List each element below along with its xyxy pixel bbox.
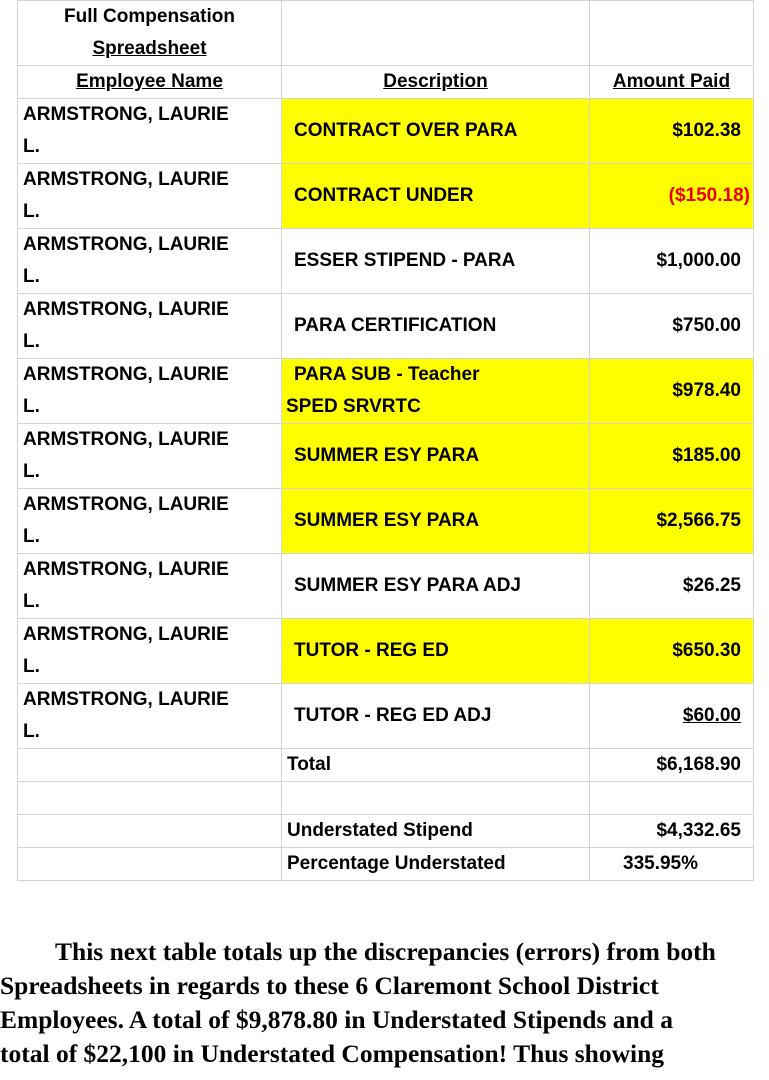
amount-cell: $650.30: [590, 619, 754, 684]
employee-name-line-2: L.: [23, 461, 40, 482]
amount-cell: [590, 684, 754, 749]
employee-name-cell: [18, 554, 282, 619]
title-row: [18, 1, 754, 66]
total-value: $6,168.90: [590, 749, 754, 782]
percentage-value: 335.95%: [590, 848, 754, 881]
employee-name-line-2: L.: [23, 526, 40, 547]
description-cell: SUMMER ESY PARA ADJ: [282, 554, 590, 619]
header-employee-name: Employee Name: [18, 66, 282, 99]
table-row: [18, 424, 754, 489]
employee-name-line-2: L.: [23, 396, 40, 417]
description-cell: [282, 359, 590, 424]
table-row: [18, 359, 754, 424]
blank-row: [18, 782, 754, 815]
employee-name-line-1: ARMSTRONG, LAURIE: [23, 624, 229, 645]
table-row: [18, 619, 754, 684]
amount-cell: $978.40: [590, 359, 754, 424]
percentage-row: [18, 848, 754, 881]
total-row: [18, 749, 754, 782]
paragraph-line-3: Employees. A total of $9,878.80 in Understated Stipends and a: [0, 1005, 673, 1034]
empty-cell: [590, 782, 754, 815]
empty-cell: [18, 848, 282, 881]
amount-underlined: $60.00: [682, 705, 741, 726]
amount-cell: $185.00: [590, 424, 754, 489]
description-cell: SUMMER ESY PARA: [282, 489, 590, 554]
employee-name-line-2: L.: [23, 656, 40, 677]
employee-name-cell: [18, 99, 282, 164]
amount-cell: $750.00: [590, 294, 754, 359]
description-cell: TUTOR - REG ED ADJ: [282, 684, 590, 749]
employee-name-line-1: ARMSTRONG, LAURIE: [23, 234, 229, 255]
employee-name-line-1: ARMSTRONG, LAURIE: [23, 364, 229, 385]
employee-name-cell: [18, 294, 282, 359]
amount-cell: $2,566.75: [590, 489, 754, 554]
empty-cell: [18, 749, 282, 782]
title-line-1: Full Compensation: [64, 6, 235, 27]
employee-name-cell: [18, 229, 282, 294]
paragraph-line-1: [0, 935, 769, 969]
amount-cell: $26.25: [590, 554, 754, 619]
amount-cell: $102.38: [590, 99, 754, 164]
description-cell: TUTOR - REG ED: [282, 619, 590, 684]
percentage-label: Percentage Understated: [282, 848, 590, 881]
description-cell: SUMMER ESY PARA: [282, 424, 590, 489]
understated-row: [18, 815, 754, 848]
compensation-spreadsheet: [17, 0, 754, 881]
employee-name-line-1: ARMSTRONG, LAURIE: [23, 104, 229, 125]
employee-name-line-2: L.: [23, 201, 40, 222]
description-cell: CONTRACT UNDER: [282, 164, 590, 229]
paragraph-line-2: Spreadsheets in regards to these 6 Claremont School District: [0, 971, 659, 1000]
employee-name-line-2: L.: [23, 591, 40, 612]
table-row: [18, 554, 754, 619]
employee-name-line-1: ARMSTRONG, LAURIE: [23, 494, 229, 515]
employee-name-line-1: ARMSTRONG, LAURIE: [23, 429, 229, 450]
empty-cell: [590, 1, 754, 66]
header-amount-paid: Amount Paid: [590, 66, 754, 99]
employee-name-line-2: L.: [23, 721, 40, 742]
employee-name-cell: [18, 359, 282, 424]
description-cell: ESSER STIPEND - PARA: [282, 229, 590, 294]
empty-cell: [282, 1, 590, 66]
employee-name-cell: [18, 684, 282, 749]
spreadsheet-title: [18, 1, 282, 66]
description-line-1: PARA SUB - Teacher: [294, 364, 480, 385]
table-row: [18, 229, 754, 294]
employee-name-line-2: L.: [23, 266, 40, 287]
amount-cell: $1,000.00: [590, 229, 754, 294]
employee-name-line-1: ARMSTRONG, LAURIE: [23, 559, 229, 580]
employee-name-line-1: ARMSTRONG, LAURIE: [23, 299, 229, 320]
empty-cell: [18, 815, 282, 848]
paragraph-line-4: total of $22,100 in Understated Compensation! Thus showing: [0, 1039, 665, 1068]
understated-value: $4,332.65: [590, 815, 754, 848]
empty-cell: [282, 782, 590, 815]
employee-name-line-1: ARMSTRONG, LAURIE: [23, 169, 229, 190]
header-row: [18, 66, 754, 99]
understated-label: Understated Stipend: [282, 815, 590, 848]
table-row: [18, 489, 754, 554]
employee-name-cell: [18, 489, 282, 554]
table-row: [18, 99, 754, 164]
employee-name-cell: [18, 164, 282, 229]
employee-name-cell: [18, 619, 282, 684]
total-label: Total: [282, 749, 590, 782]
table-row: [18, 294, 754, 359]
employee-name-line-1: ARMSTRONG, LAURIE: [23, 689, 229, 710]
description-cell: CONTRACT OVER PARA: [282, 99, 590, 164]
title-line-2: Spreadsheet: [92, 38, 207, 59]
paragraph-line-1-text: This next table totals up the discrepancies (errors) from both: [55, 937, 716, 966]
amount-cell: ($150.18): [590, 164, 754, 229]
empty-cell: [18, 782, 282, 815]
table-row: [18, 684, 754, 749]
header-description: Description: [282, 66, 590, 99]
employee-name-line-2: L.: [23, 136, 40, 157]
employee-name-line-2: L.: [23, 331, 40, 352]
table-row: [18, 164, 754, 229]
body-paragraph: [0, 935, 769, 1071]
description-cell: PARA CERTIFICATION: [282, 294, 590, 359]
description-line-2: SPED SRVRTC: [286, 396, 421, 417]
employee-name-cell: [18, 424, 282, 489]
